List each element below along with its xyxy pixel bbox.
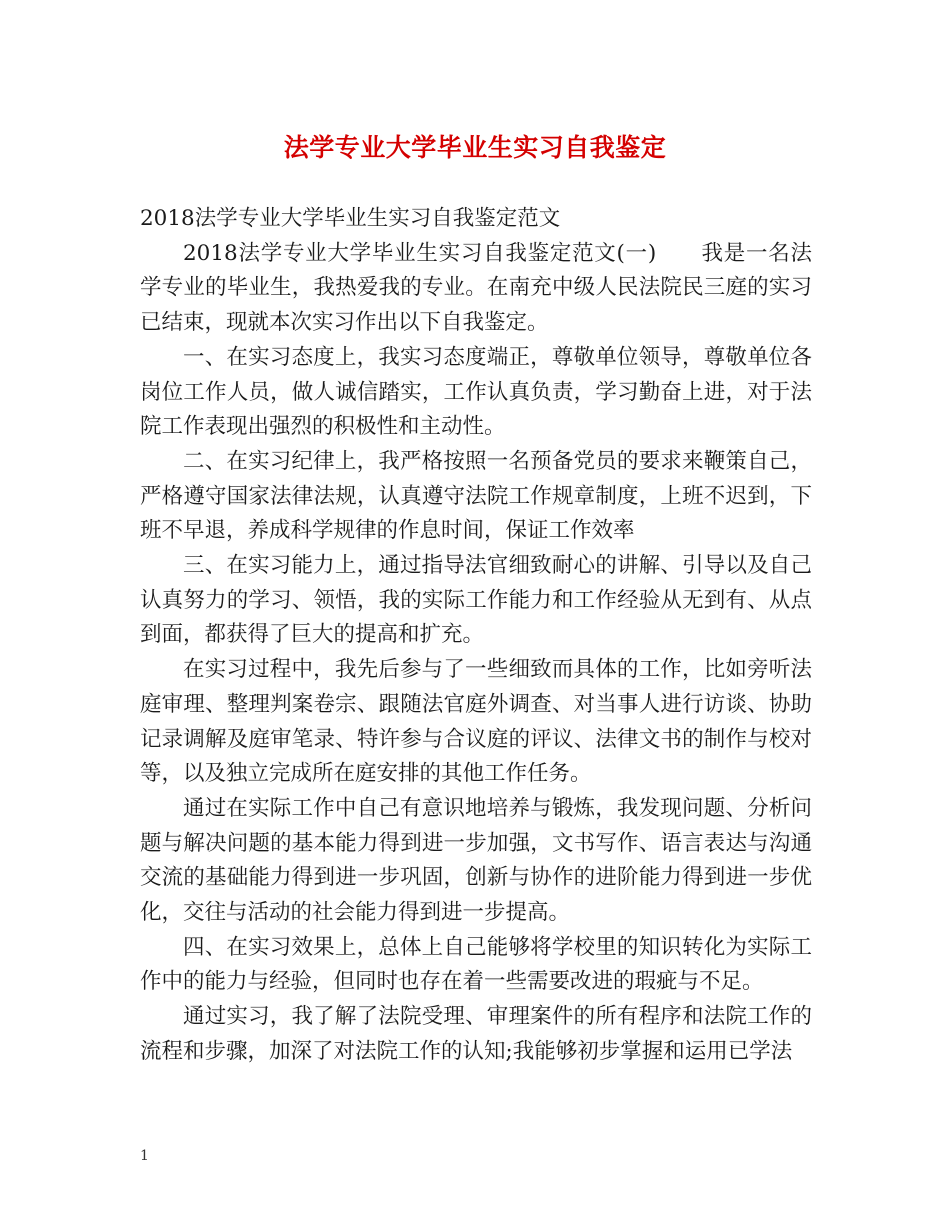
document-title: 法学专业大学毕业生实习自我鉴定 xyxy=(283,133,667,162)
document-subtitle: 2018法学专业大学毕业生实习自我鉴定范文 xyxy=(140,206,561,231)
paragraph-ability: 三、在实习能力上，通过指导法官细致耐心的讲解、引导以及自己认真努力的学习、领悟，我的实际工作能力和工作经验从无到有、从点到面，都获得了巨大的提高和扩充。 xyxy=(140,553,812,648)
paragraph-understanding: 通过实习，我了解了法院受理、审理案件的所有程序和法院工作的流程和步骤，加深了对法院工作的认知;我能够初步掌握和运用已学法 xyxy=(140,1004,812,1064)
paragraph-discipline: 二、在实习纪律上，我严格按照一名预备党员的要求来鞭策自己，严格遵守国家法律法规，认真遵守法院工作规章制度，上班不迟到，下班不早退，养成科学规律的作息时间，保证工作效率 xyxy=(140,448,812,544)
paragraph-skills: 通过在实际工作中自己有意识地培养与锻炼，我发现问题、分析问题与解决问题的基本能力得到进一步加强，文书写作、语言表达与沟通交流的基础能力得到进一步巩固，创新与协作的进阶能力得到进一步优化，交往与活动的社会能力得到进一步提高。 xyxy=(140,795,812,926)
page-number: 1 xyxy=(140,1148,149,1164)
paragraph-attitude: 一、在实习态度上，我实习态度端正，尊敬单位领导，尊敬单位各岗位工作人员，做人诚信踏实，工作认真负责，学习勤奋上进，对于法院工作表现出强烈的积极性和主动性。 xyxy=(140,344,812,440)
paragraph-process: 在实习过程中，我先后参与了一些细致而具体的工作，比如旁听法庭审理、整理判案卷宗、跟随法官庭外调查、对当事人进行访谈、协助记录调解及庭审笔录、特许参与合议庭的评议、法律文书的制作与校对等，以及独立完成所在庭安排的其他工作任务。 xyxy=(140,657,812,787)
paragraph-intro: 2018法学专业大学毕业生实习自我鉴定范文(一) 我是一名法学专业的毕业生，我热爱我的专业。在南充中级人民法院民三庭的实习已结束，现就本次实习作出以下自我鉴定。 xyxy=(140,240,812,336)
document-body xyxy=(140,202,812,1070)
paragraph-effect: 四、在实习效果上，总体上自己能够将学校里的知识转化为实际工作中的能力与经验，但同时也存在着一些需要改进的瑕疵与不足。 xyxy=(140,934,812,995)
